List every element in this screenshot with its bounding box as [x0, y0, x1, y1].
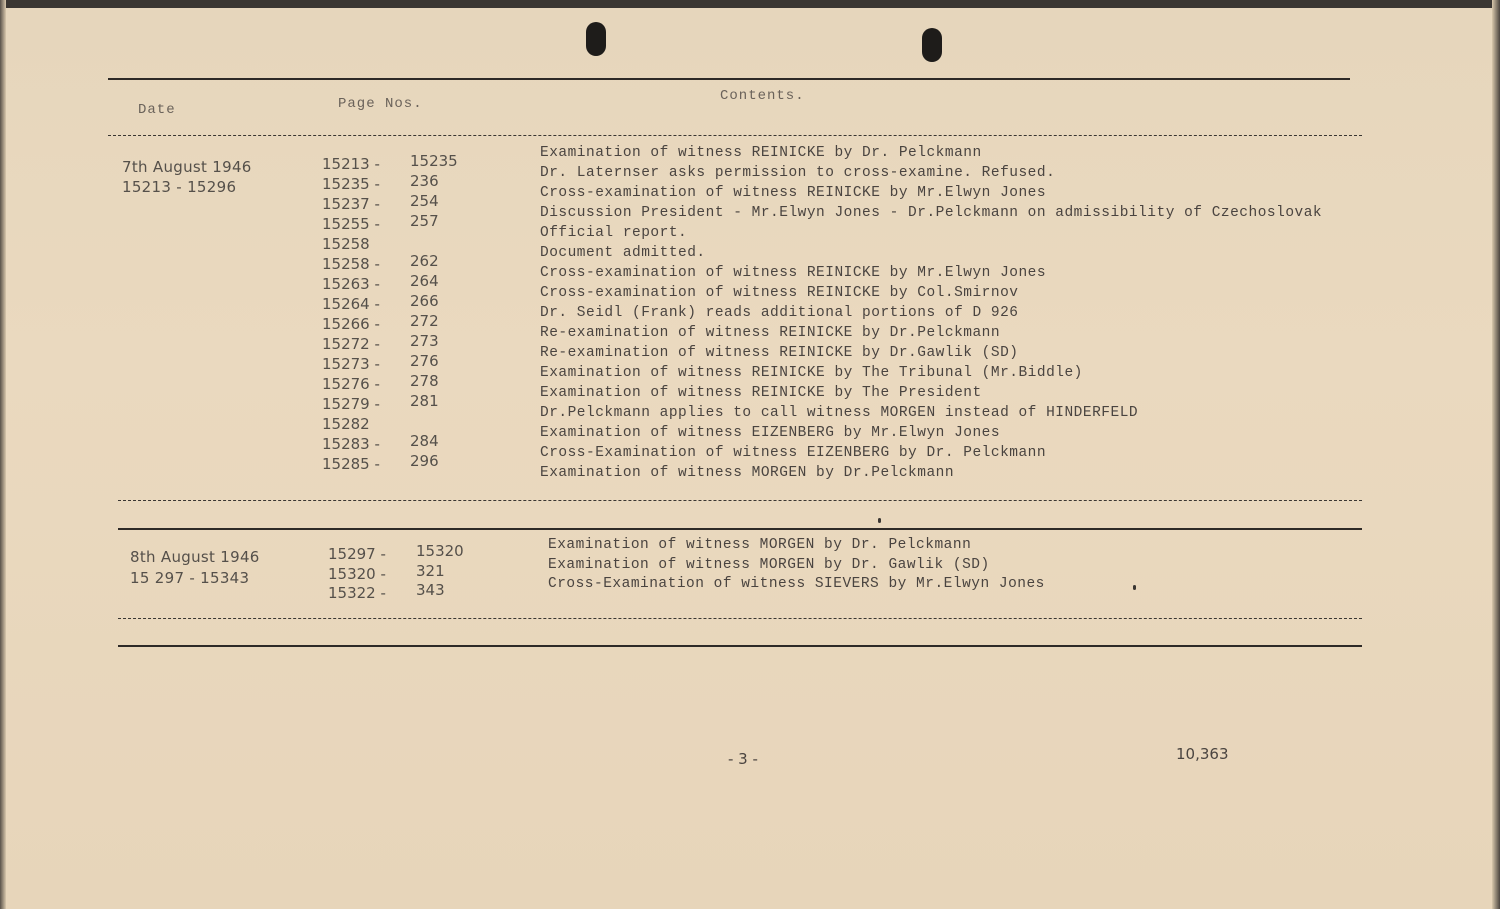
- page-range-start: 15273 -: [322, 355, 380, 373]
- page-range-end: 296: [410, 452, 439, 470]
- page-range-start: 15213 -: [322, 155, 380, 173]
- contents-entry: Cross-Examination of witness SIEVERS by Mr.Elwyn Jones: [548, 576, 1045, 592]
- header-date: Date: [138, 102, 176, 118]
- contents-entry: Examination of witness EIZENBERG by Mr.Elwyn Jones: [540, 425, 1001, 441]
- contents-entry: Examination of witness REINICKE by Dr. Pelckmann: [540, 145, 982, 161]
- section-1-range: 15213 - 15296: [122, 178, 237, 196]
- page-range-start: 15266 -: [322, 315, 380, 333]
- footer-reference: 10,363: [1176, 745, 1229, 763]
- header-page-nos: Page Nos.: [338, 96, 423, 112]
- ink-speck: [1133, 585, 1136, 590]
- page-range-start: 15279 -: [322, 395, 380, 413]
- punch-hole-right: [922, 28, 942, 62]
- header-contents: Contents.: [720, 88, 805, 104]
- page-range-end: 254: [410, 192, 439, 210]
- page-range-end: 343: [416, 581, 445, 599]
- page-range-start: 15235 -: [322, 175, 380, 193]
- punch-hole-left: [586, 22, 606, 56]
- page-range-start: 15258: [322, 235, 370, 253]
- contents-entry: Cross-examination of witness REINICKE by Mr.Elwyn Jones: [540, 265, 1047, 281]
- page-range-end: 262: [410, 252, 439, 270]
- page-range-end: 266: [410, 292, 439, 310]
- page-range-end: 276: [410, 352, 439, 370]
- page-range-start: 15237 -: [322, 195, 380, 213]
- page-range-start: 15283 -: [322, 435, 380, 453]
- contents-entry: Dr.Pelckmann applies to call witness MORGEN instead of HINDERFELD: [540, 405, 1139, 421]
- page-range-start: 15297 -: [328, 545, 386, 563]
- section-2-separator-dashed: [118, 618, 1362, 619]
- page-range-end: 321: [416, 561, 445, 580]
- page-range-end: 272: [410, 312, 439, 330]
- section-2-separator: [118, 645, 1362, 647]
- contents-entry: Examination of witness MORGEN by Dr. Gawlik (SD): [548, 556, 990, 573]
- page-range-start: 15263 -: [322, 275, 380, 293]
- page-range-end: 281: [410, 392, 439, 410]
- contents-entry: Examination of witness REINICKE by The President: [540, 385, 982, 401]
- page-range-start: 15258 -: [322, 255, 380, 273]
- page-range-start: 15276 -: [322, 375, 380, 393]
- page-range-end: 15320: [416, 542, 464, 560]
- header-top-rule: [108, 78, 1350, 80]
- contents-entry: Examination of witness MORGEN by Dr.Pelckmann: [540, 465, 955, 481]
- footer-page-number: - 3 -: [728, 750, 758, 768]
- section-1-date: 7th August 1946: [122, 158, 252, 176]
- header-bottom-rule: [108, 135, 1362, 136]
- section-1-separator-dashed: [118, 500, 1362, 501]
- page-range-start: 15264 -: [322, 295, 380, 313]
- page-range-start: 15282: [322, 415, 370, 433]
- ink-speck: [878, 518, 881, 523]
- page-range-end: 257: [410, 212, 439, 230]
- contents-entry: Re-examination of witness REINICKE by Dr.Pelckmann: [540, 325, 1001, 341]
- contents-entry: Dr. Seidl (Frank) reads additional portions of D 926: [540, 305, 1019, 321]
- page-range-end: 273: [410, 332, 439, 350]
- page-range-start: 15322 -: [328, 584, 386, 602]
- page-right-edge: [1492, 0, 1500, 909]
- contents-entry: Discussion President - Mr.Elwyn Jones - Dr.Pelckmann on admissibility of Czechoslovak: [540, 205, 1323, 221]
- contents-entry: Document admitted.: [540, 245, 706, 261]
- page-range-end: 236: [410, 172, 439, 190]
- page-range-start: 15272 -: [322, 335, 380, 353]
- contents-entry: Examination of witness MORGEN by Dr. Pelckmann: [548, 537, 972, 553]
- page-left-edge: [0, 0, 6, 909]
- contents-entry: Cross-examination of witness REINICKE by Col.Smirnov: [540, 285, 1019, 301]
- contents-entry: Cross-Examination of witness EIZENBERG by Dr. Pelckmann: [540, 445, 1047, 461]
- section-2-range: 15 297 - 15343: [130, 569, 250, 587]
- page-range-start: 15320 -: [328, 564, 386, 583]
- contents-entry: Examination of witness REINICKE by The Tribunal (Mr.Biddle): [540, 365, 1083, 381]
- section-1-separator: [118, 528, 1362, 530]
- contents-entry: Cross-examination of witness REINICKE by Mr.Elwyn Jones: [540, 185, 1047, 201]
- contents-entry: Dr. Laternser asks permission to cross-examine. Refused.: [540, 165, 1056, 181]
- page-top-edge: [0, 0, 1500, 8]
- page-range-start: 15255 -: [322, 215, 380, 233]
- page-range-end: 284: [410, 432, 439, 450]
- contents-entry: Re-examination of witness REINICKE by Dr.Gawlik (SD): [540, 345, 1019, 361]
- page-range-end: 15235: [410, 152, 458, 170]
- page-range-start: 15285 -: [322, 455, 380, 473]
- page-range-end: 264: [410, 272, 439, 290]
- page-range-end: 278: [410, 372, 439, 390]
- contents-entry: Official report.: [540, 225, 688, 241]
- section-2-date: 8th August 1946: [130, 548, 260, 566]
